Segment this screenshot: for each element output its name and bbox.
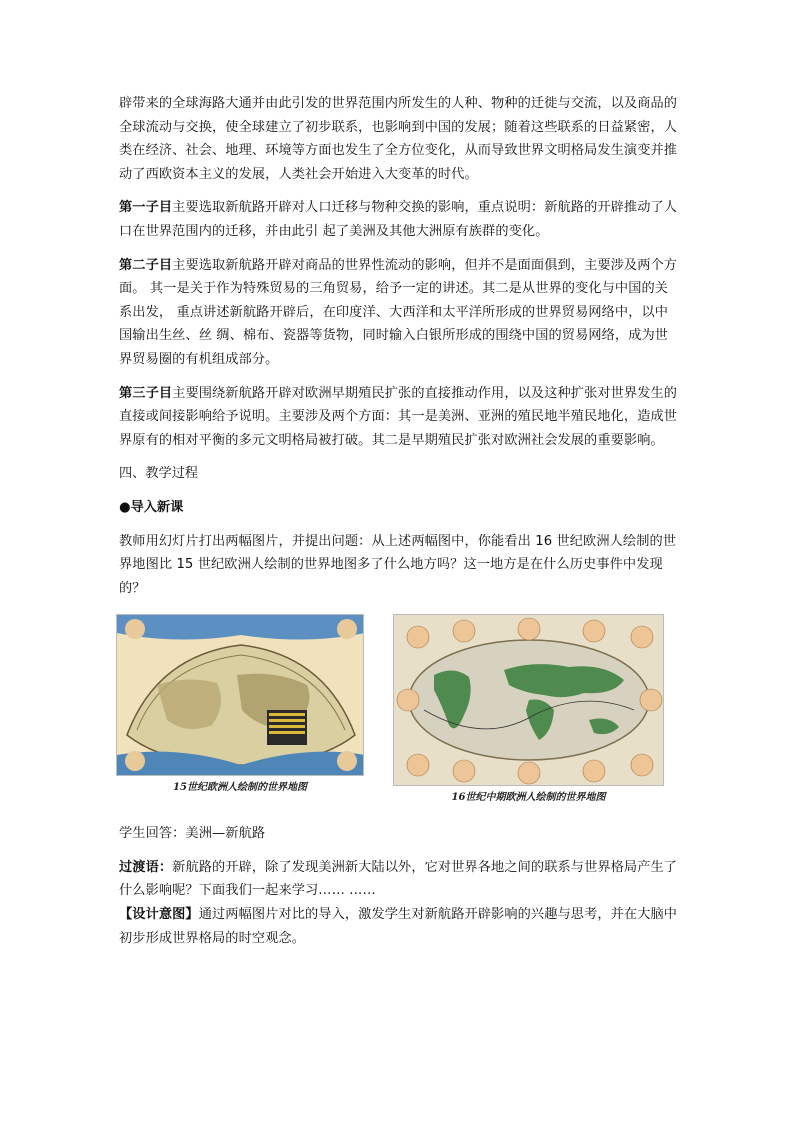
figure-15th-century-map	[116, 614, 364, 793]
transition-text: 新航路的开辟，除了发现美洲新大陆以外，它对世界各地之间的联系与世界格局产生了什么影响呢？下面我们一起来学习…… ……	[119, 859, 678, 899]
figure-2-caption: 16世纪中期欧洲人绘制的世界地图	[451, 792, 606, 804]
document-page	[119, 92, 679, 960]
map-figures	[116, 614, 679, 804]
subitem-3-text: 主要围绕新航路开辟对欧洲早期殖民扩张的直接推动作用，以及这种扩张对世界发生的直接或间接影响给予说明。主要涉及两个方面：其一是美洲、亚洲的殖民地半殖民地化，造成世界原有的相对平衡的多元文明格局被打破。其二是早期殖民扩张对欧洲社会发展的重要影响。	[119, 385, 678, 448]
student-answer: 学生回答：美洲—新航路	[119, 826, 266, 842]
design-intent-paragraph	[119, 903, 679, 950]
design-intent-label: 【设计意图】	[119, 907, 199, 923]
oval-world-map-illustration	[394, 615, 664, 785]
subitem-1-label: 第一子目	[119, 200, 173, 216]
transition-paragraph	[119, 856, 679, 903]
paragraph-subitem-3	[119, 382, 679, 453]
subitem-2-text: 主要选取新航路开辟对商品的世界性流动的影响，但并不是面面俱到，主要涉及两个方面。 其一是关于作为特殊贸易的三角贸易，给予一定的讲述。其二是从世界的变化与中国的关系出发， 重点讲述新航路开辟后，在印度洋、大西洋和太平洋所形成的世界贸易网络中，以中国输出生丝、丝 绸、棉布、瓷器等货物，同时输入白银所形成的围绕中国的贸易网络，成为世界贸易圈的有机组成部分。	[119, 257, 678, 367]
figure-1-caption: 15世纪欧洲人绘制的世界地图	[173, 782, 307, 794]
map-image-16th-century	[393, 614, 664, 786]
section-heading: 四、教学过程	[119, 466, 199, 482]
paragraph-intro	[119, 92, 679, 186]
paragraph-intro-text: 辟带来的全球海路大通并由此引发的世界范围内所发生的人种、物种的迁徙与交流，以及商品的全球流动与交换，使全球建立了初步联系，也影响到中国的发展；随着这些联系的日益紧密，人类在经济、社会、地理、环境等方面也发生了全方位变化，从而导致世界文明格局发生演变并推动了西欧资本主义的发展，人类社会开始进入大变革的时代。	[119, 96, 678, 182]
subitem-2-label: 第二子目	[119, 257, 173, 273]
ptolemaic-world-map-illustration	[117, 615, 364, 775]
map-image-15th-century	[116, 614, 364, 776]
paragraph-subitem-1	[119, 196, 679, 243]
subitem-3-label: 第三子目	[119, 385, 173, 401]
subsection-heading: ●导入新课	[119, 499, 184, 515]
figure-16th-century-map	[393, 614, 664, 803]
paragraph-subitem-2	[119, 254, 679, 372]
teacher-question: 教师用幻灯片打出两幅图片，并提出问题：从上述两幅图中，你能看出 16 世纪欧洲人绘制的世界地图比 15 世纪欧洲人绘制的世界地图多了什么地方吗？这一地方是在什么历史事件中发现的？	[119, 533, 677, 596]
transition-label: 过渡语：	[119, 859, 173, 875]
subitem-1-text: 主要选取新航路开辟对人口迁移与物种交换的影响，重点说明：新航路的开辟推动了人口在世界范围内的迁移，并由此引 起了美洲及其他大洲原有族群的变化。	[119, 200, 678, 239]
design-intent-text: 通过两幅图片对比的导入，激发学生对新航路开辟影响的兴趣与思考，并在大脑中初步形成世界格局的时空观念。	[119, 907, 678, 946]
